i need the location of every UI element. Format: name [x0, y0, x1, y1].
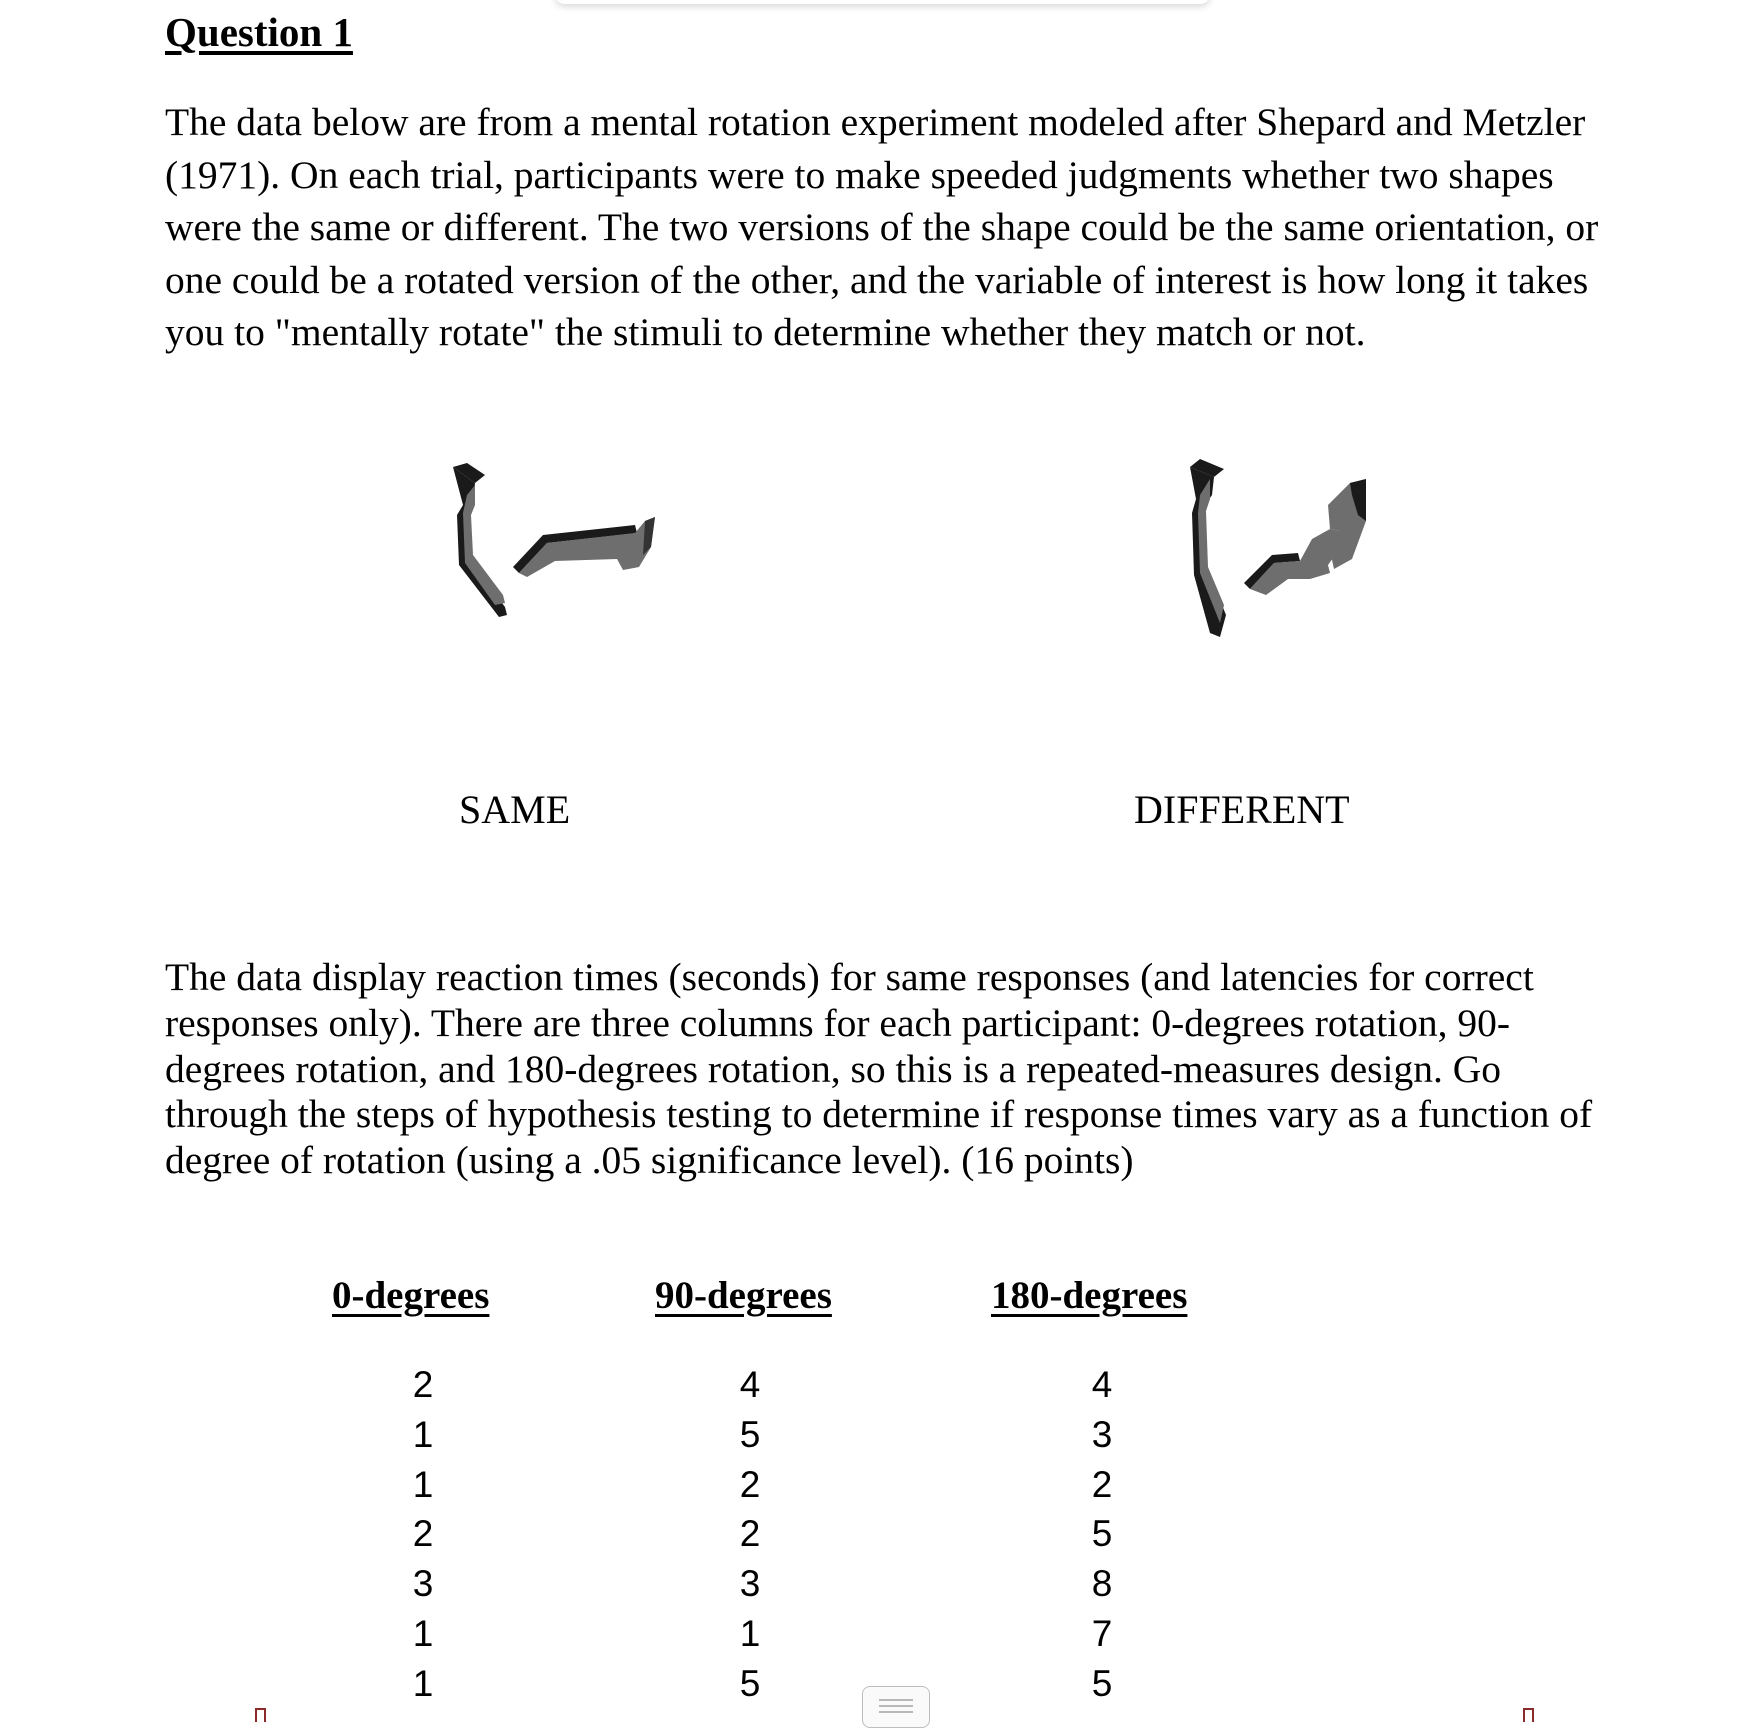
column-header-0-degrees: 0-degrees: [332, 1274, 490, 1317]
table-cell: 3: [1091, 1413, 1113, 1455]
table-cell: 2: [739, 1513, 761, 1555]
window-top-edge: [555, 0, 1210, 4]
different-shape-figure: [1180, 455, 1380, 645]
table-cell: 2: [739, 1463, 761, 1505]
same-shape-arm-highlight: [463, 485, 505, 605]
page-corner-mark-left: [255, 1708, 266, 1722]
table-cell: 4: [1091, 1364, 1113, 1405]
handle-line: [879, 1711, 913, 1713]
table-cell: 1: [412, 1662, 434, 1704]
column-values-90-degrees: [710, 1360, 790, 1709]
table-cell: 7: [1091, 1612, 1113, 1654]
table-cell: 3: [412, 1563, 434, 1605]
table-cell: 1: [412, 1463, 434, 1505]
question-title: Question 1: [165, 9, 353, 55]
table-cell: 1: [412, 1612, 434, 1654]
table-cell: 1: [412, 1413, 434, 1455]
column-header-180-degrees: 180-degrees: [991, 1274, 1188, 1317]
same-shape-figure: [445, 455, 680, 630]
intro-paragraph: The data below are from a mental rotation experiment modeled after Shepard and Metzler (1971). On each trial, participants were to make speeded judgments whether two shapes were the same or different. The two versions of the shape could be the same orientation, or one could be a rotated version of the other, and the variable of interest is how long it takes you to "mentally rotate" the stimuli to determine whether they match or not.: [165, 100, 1599, 354]
table-cell: 2: [412, 1364, 434, 1405]
table-cell: 1: [739, 1612, 761, 1654]
column-values-180-degrees: [1062, 1360, 1142, 1709]
table-cell: 3: [739, 1563, 761, 1605]
same-label: SAME: [459, 787, 571, 832]
table-cell: 5: [1091, 1513, 1113, 1555]
handle-line: [879, 1705, 913, 1707]
instructions-paragraph: The data display reaction times (seconds) for same responses (and latencies for correct responses only). There are three columns for each participant: 0-degrees rotation, 90-degrees rotation, and 180-degrees rotation, so this is a repeated-measures design. Go through the steps of hypothesis testing to determine if response times vary as a function of degree of rotation (using a .05 significance level). (16 points): [165, 955, 1593, 1183]
table-cell: 2: [412, 1513, 434, 1555]
column-values-0-degrees: [383, 1360, 463, 1709]
table-cell: 5: [739, 1413, 761, 1455]
table-cell: 5: [1091, 1662, 1113, 1704]
page-corner-mark-right: [1523, 1708, 1534, 1722]
column-header-90-degrees: 90-degrees: [655, 1274, 832, 1317]
different-shape-bar-face: [1250, 529, 1340, 595]
table-cell: 4: [739, 1364, 761, 1405]
comment-handle-button[interactable]: [862, 1686, 930, 1728]
handle-line: [879, 1699, 913, 1701]
table-cell: 2: [1091, 1463, 1113, 1505]
table-cell: 8: [1091, 1563, 1113, 1605]
different-label: DIFFERENT: [1134, 787, 1350, 832]
table-cell: 5: [739, 1662, 761, 1704]
